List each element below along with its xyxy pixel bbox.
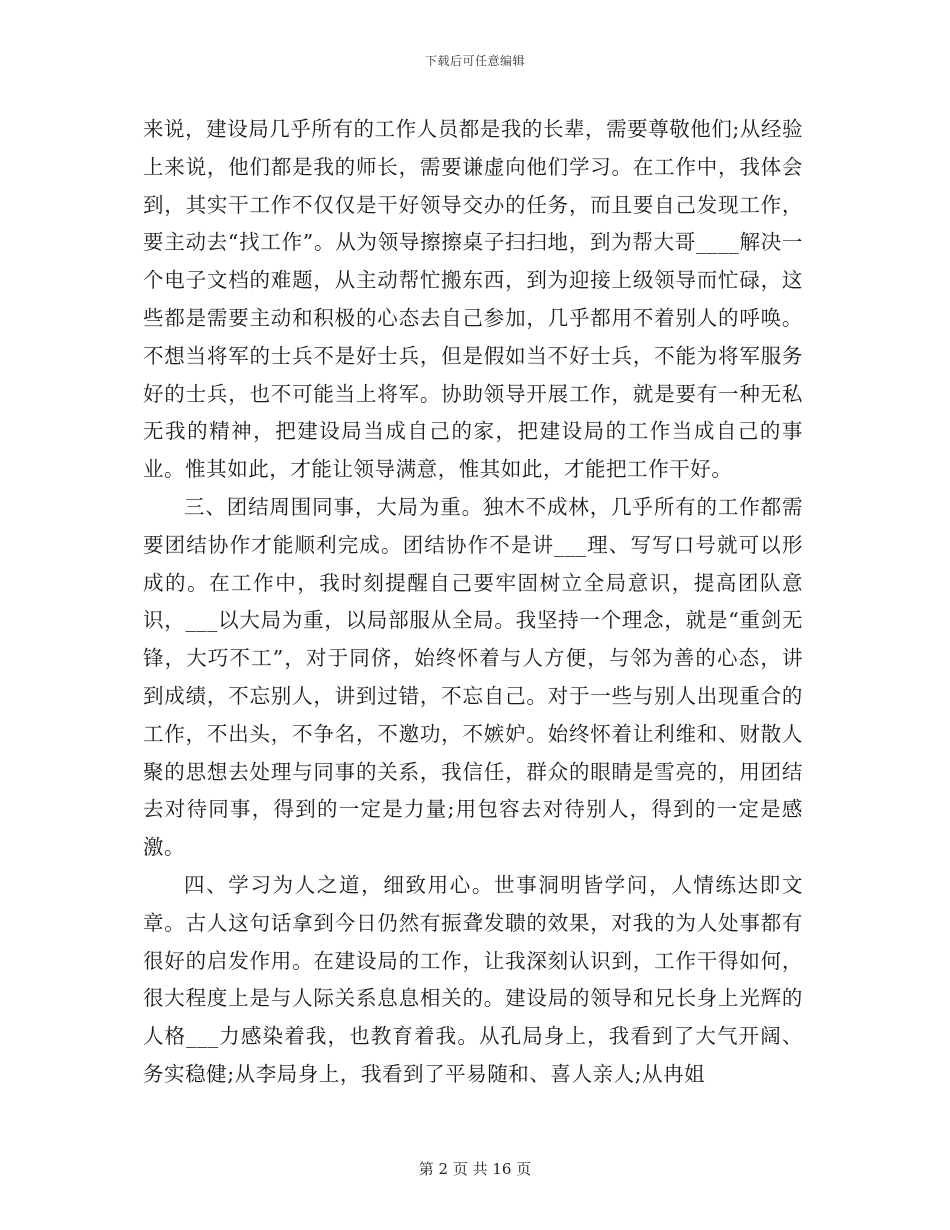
page-header: 下载后可任意编辑 — [424, 54, 525, 68]
paragraph-section-four: 四、学习为人之道，细致用心。世事洞明皆学问，人情练达即文章。古人这句话拿到今日仍然有振聋发聩的效果，对我的为人处事都有很好的启发作用。在建设局的工作，让我深刻认识到，工作干得如何，很大程度上是与人际关系息息相关的。建设局的领导和兄长身上光辉的人格___力感染着我，也教育着我。从孔局身上，我看到了大气开阔、务实稳健;从李局身上，我看到了平易随和、喜人亲人;从冉姐 — [143, 872, 803, 1086]
page-number: 第 2 页 共 16 页 — [418, 1160, 532, 1178]
paragraph-continuation: 来说，建设局几乎所有的工作人员都是我的长辈，需要尊敬他们;从经验上来说，他们都是我的师长，需要谦虚向他们学习。在工作中，我体会到，其实干工作不仅仅是干好领导交办的任务，而且要自己发现工作，要主动去“找工作”。从为领导擦擦桌子扫扫地，到为帮大哥____解决一个电子文档的难题，从主动帮忙搬东西，到为迎接上级领导而忙碌，这些都是需要主动和积极的心态去自己参加，几乎都用不着别人的呼唤。不想当将军的士兵不是好士兵，但是假如当不好士兵，不能为将军服务好的士兵，也不可能当上将军。协助领导开展工作，就是要有一种无私无我的精神，把建设局当成自己的家，把建设局的工作当成自己的事业。惟其如此，才能让领导满意，惟其如此，才能把工作干好。 — [143, 117, 804, 482]
document-body — [143, 111, 803, 1094]
paragraph-section-three: 三、团结周围同事，大局为重。独木不成林，几乎所有的工作都需要团结协作才能顺利完成。团结协作不是讲___理、写写口号就可以形成的。在工作中，我时刻提醒自己要牢固树立全局意识，提高团队意识，___以大局为重，以局部服从全局。我坚持一个理念，就是“重剑无锋，大巧不工”，对于同侪，始终怀着与人方便，与邻为善的心态，讲到成绩，不忘别人，讲到过错，不忘自己。对于一些与别人出现重合的工作，不出头，不争名，不邀功，不嫉妒。始终怀着让利维和、财散人聚的思想去处理与同事的关系，我信任，群众的眼睛是雪亮的，用团结去对待同事，得到的一定是力量;用包容去对待别人，得到的一定是感激。 — [143, 494, 803, 860]
